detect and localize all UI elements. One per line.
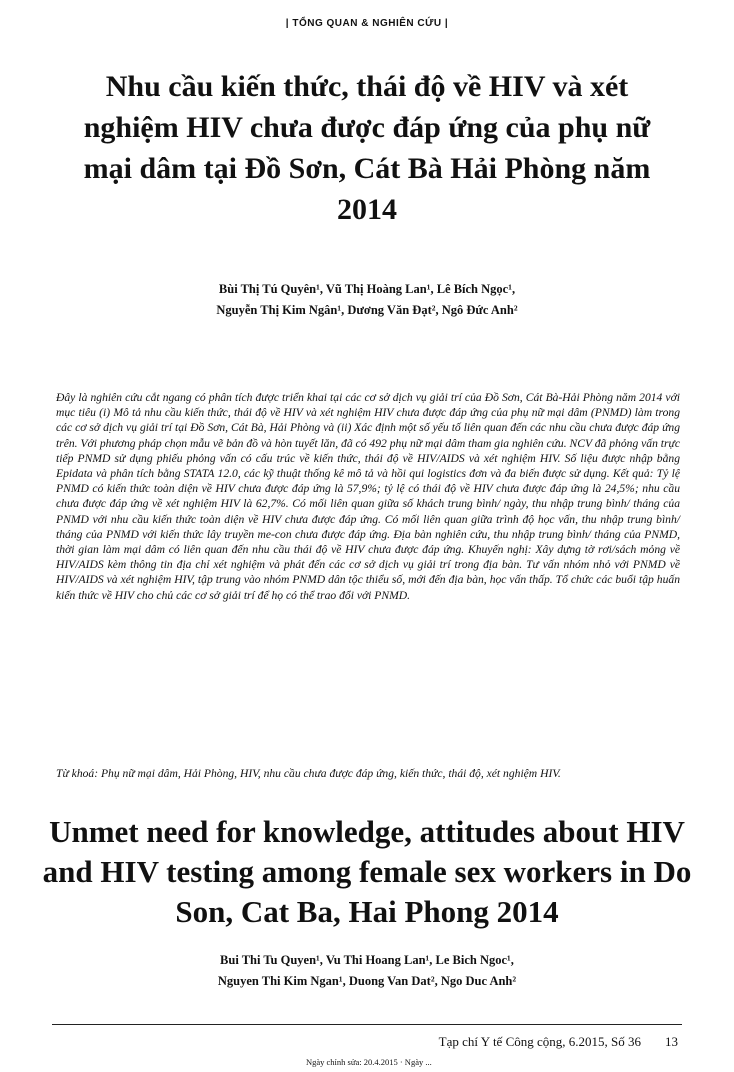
authors-line: Nguyen Thi Kim Ngan¹, Duong Van Dat², Ngo Duc Anh² [217,974,517,988]
journal-name: Tạp chí Y tế Công cộng, 6.2015, Số 36 [438,1034,641,1049]
article-title-vietnamese: Nhu cầu kiến thức, thái độ về HIV và xét nghiệm HIV chưa được đáp ứng của phụ nữ mại dâm tại Đồ Sơn, Cát Bà Hải Phòng năm 2014 [83,70,651,226]
keywords-vietnamese: Từ khoá: Phụ nữ mại dâm, Hải Phòng, HIV, nhu cầu chưa được đáp ứng, kiến thức, thái độ, xét nghiệm HIV. [56,767,561,780]
authors-english [60,950,674,992]
footer-journal-citation [439,1034,678,1050]
authors-line: Bùi Thị Tú Quyên¹, Vũ Thị Hoàng Lan¹, Lê Bích Ngọc¹, [218,282,516,296]
section-tag: | TỔNG QUAN & NGHIÊN CỨU | [285,18,449,29]
footer-divider [52,1024,682,1025]
footer-revision-dates: Ngày chỉnh sửa: 20.4.2015 · Ngày ... [306,1057,432,1067]
page-number: 13 [665,1034,678,1049]
authors-vietnamese [60,279,674,321]
authors-line: Bui Thi Tu Quyen¹, Vu Thi Hoang Lan¹, Le Bich Ngoc¹, [220,953,514,967]
authors-line: Nguyễn Thị Kim Ngân¹, Dương Văn Đạt², Ngô Đức Anh² [216,303,518,317]
article-title-english: Unmet need for knowledge, attitudes about HIV and HIV testing among female sex workers in Do Son, Cat Ba, Hai Phong 2014 [42,814,692,929]
abstract-vietnamese: Đây là nghiên cứu cắt ngang có phân tích được triển khai tại các cơ sở dịch vụ giải trí của Đồ Sơn, Cát Bà-Hải Phòng năm 2014 với mục tiêu (i) Mô tả nhu cầu kiến thức, thái độ về HIV và xét nghiệm HIV chưa được đáp ứng của phụ nữ mại dâm (PNMD) làm trong các cơ sở dịch vụ giải trí tại Đồ Sơn, Cát Bà, Hải Phòng và (ii) Xác định một số yếu tố liên quan đến các nhu cầu chưa được đáp ứng trên. Với phương pháp chọn mẫu vẽ bản đồ và hòn tuyết lăn, đã có 492 phụ nữ mại dâm tham gia nghiên cứu. NCV đã phỏng vấn trực tiếp PNMD sử dụng phiếu phỏng vấn có cấu trúc về kiến thức, thái độ về HIV/AIDS và xét nghiệm HIV. Số liệu được nhập bằng Epidata và phân tích bằng STATA 12.0, các kỹ thuật thống kê mô tả và hồi qui logistics đơn và đa biến được sử dụng. Kết quả: Tỷ lệ PNMD có kiến thức toàn diện về HIV chưa được đáp ứng là 57,9%; tỷ lệ có thái độ về HIV chưa được đáp ứng là 24,5%; nhu cầu chưa được đáp ứng về xét nghiệm HIV là 62,7%. Có mối liên quan giữa số khách trung bình/ ngày, thu nhập trung bình/ tháng của PNMD với nhu cầu kiến thức toàn diện về HIV chưa được đáp ứng. Có mối liên quan giữa trình độ học vấn, thu nhập trung bình/ tháng của PNMD với kiến thức lây truyền me-con chưa được đáp ứng. Địa bàn nghiên cứu, thu nhập trung bình/ tháng của PNMD, thời gian làm mại dâm có liên quan đến nhu cầu thái độ về HIV chưa được đáp ứng. Khuyến nghị: Xây dựng tờ rơi/sách mỏng về HIV/AIDS kèm thông tin địa chỉ xét nghiệm và phát đến các cơ sở dịch vụ giải trí trong địa bàn. Tư vấn nhóm nhỏ với PNMD về HIV/AIDS và xét nghiệm HIV, tập trung vào nhóm PNMD dân tộc thiểu số, mới đến địa bàn, học vấn thấp. Tổ chức các buổi tập huấn kiến thức về HIV cho chủ các cơ sở giải trí để họ có thể trao đổi với PNMD. [56,391,680,602]
